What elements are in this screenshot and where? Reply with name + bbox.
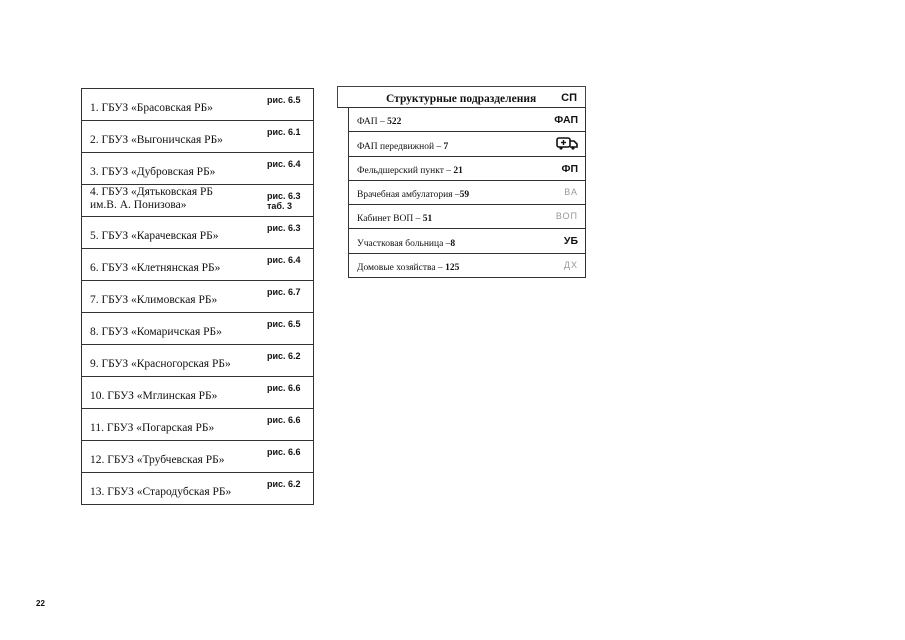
figure-ref: рис. 6.1: [267, 127, 301, 137]
figure-ref: рис. 6.2: [267, 479, 301, 489]
legend-abbr: СП: [561, 92, 577, 104]
figure-ref: рис. 6.6: [267, 415, 301, 425]
legend-label: Домовые хозяйства – 125: [357, 263, 460, 273]
district-name: 1. ГБУЗ «Брасовская РБ»: [90, 102, 213, 114]
district-row: [82, 121, 313, 153]
district-row: [82, 217, 313, 249]
legend-row-households: [349, 254, 585, 278]
legend-table: [337, 86, 586, 278]
legend-label: ФАП передвижной – 7: [357, 142, 449, 152]
fp-symbol: ФП: [561, 163, 578, 175]
district-name-line1: 4. ГБУЗ «Дятьковская РБ: [90, 186, 214, 198]
district-name: 8. ГБУЗ «Комаричская РБ»: [90, 326, 222, 338]
legend-row-fp: [349, 157, 585, 181]
legend-title: Структурные подразделения: [386, 93, 537, 105]
figure-ref: рис. 6.5: [267, 319, 301, 329]
district-name: [90, 186, 213, 212]
table-ref: таб. 3: [267, 201, 292, 211]
district-name: 12. ГБУЗ «Трубчевская РБ»: [90, 454, 225, 466]
district-name: 6. ГБУЗ «Клетнянская РБ»: [90, 262, 221, 274]
district-row: [82, 313, 313, 345]
district-name-line2: им.В. А. Понизова»: [90, 199, 187, 211]
district-row: [82, 281, 313, 313]
legend-row-mobile-fap: [349, 132, 585, 157]
district-name: 5. ГБУЗ «Карачевская РБ»: [90, 230, 219, 242]
district-name: 7. ГБУЗ «Климовская РБ»: [90, 294, 218, 306]
district-row: [82, 185, 313, 217]
district-name: 11. ГБУЗ «Погарская РБ»: [90, 422, 215, 434]
figure-ref: рис. 6.6: [267, 447, 301, 457]
district-name: 9. ГБУЗ «Красногорская РБ»: [90, 358, 231, 370]
legend-label: ФАП – 522: [357, 117, 402, 127]
ub-symbol: УБ: [563, 235, 578, 247]
district-row: [82, 409, 313, 441]
page-number: 22: [36, 599, 45, 608]
figure-ref: рис. 6.7: [267, 287, 301, 297]
legend-row-va: [349, 181, 585, 205]
households-symbol: ДХ: [563, 260, 578, 270]
figure-ref: рис. 6.3: [267, 223, 301, 233]
legend-label: Врачебная амбулатория –59: [357, 190, 470, 200]
district-row: [82, 473, 313, 505]
district-name: 3. ГБУЗ «Дубровская РБ»: [90, 166, 216, 178]
district-name: 10. ГБУЗ «Мглинская РБ»: [90, 390, 218, 402]
mobile-fap-icon: [556, 136, 578, 153]
legend-label: Участковая больница –8: [357, 239, 456, 249]
district-row: [82, 345, 313, 377]
legend-label: Кабинет ВОП – 51: [357, 214, 433, 224]
legend-row-fap: [349, 108, 585, 132]
figure-ref-1: рис. 6.3: [267, 191, 301, 201]
legend-row-vop: [349, 205, 585, 229]
district-row: [82, 441, 313, 473]
legend-header: [337, 86, 586, 108]
legend-label: Фельдшерский пункт – 21: [357, 166, 463, 176]
fap-symbol: ФАП: [554, 114, 578, 126]
legend-row-ub: [349, 229, 585, 254]
figure-ref: рис. 6.2: [267, 351, 301, 361]
district-row: [82, 377, 313, 409]
figure-ref: рис. 6.4: [267, 159, 301, 169]
figure-ref: рис. 6.4: [267, 255, 301, 265]
legend-body: [348, 108, 586, 278]
figure-ref: [267, 191, 305, 211]
district-name: 2. ГБУЗ «Выгоничская РБ»: [90, 134, 223, 146]
vop-symbol: ВОП: [555, 211, 578, 221]
district-name: 13. ГБУЗ «Стародубская РБ»: [90, 486, 232, 498]
figure-ref: рис. 6.5: [267, 95, 301, 105]
district-row: [82, 249, 313, 281]
district-row: [82, 153, 313, 185]
va-symbol: ВА: [564, 187, 578, 197]
district-row: [82, 89, 313, 121]
figure-ref: рис. 6.6: [267, 383, 301, 393]
district-table: [81, 88, 314, 505]
